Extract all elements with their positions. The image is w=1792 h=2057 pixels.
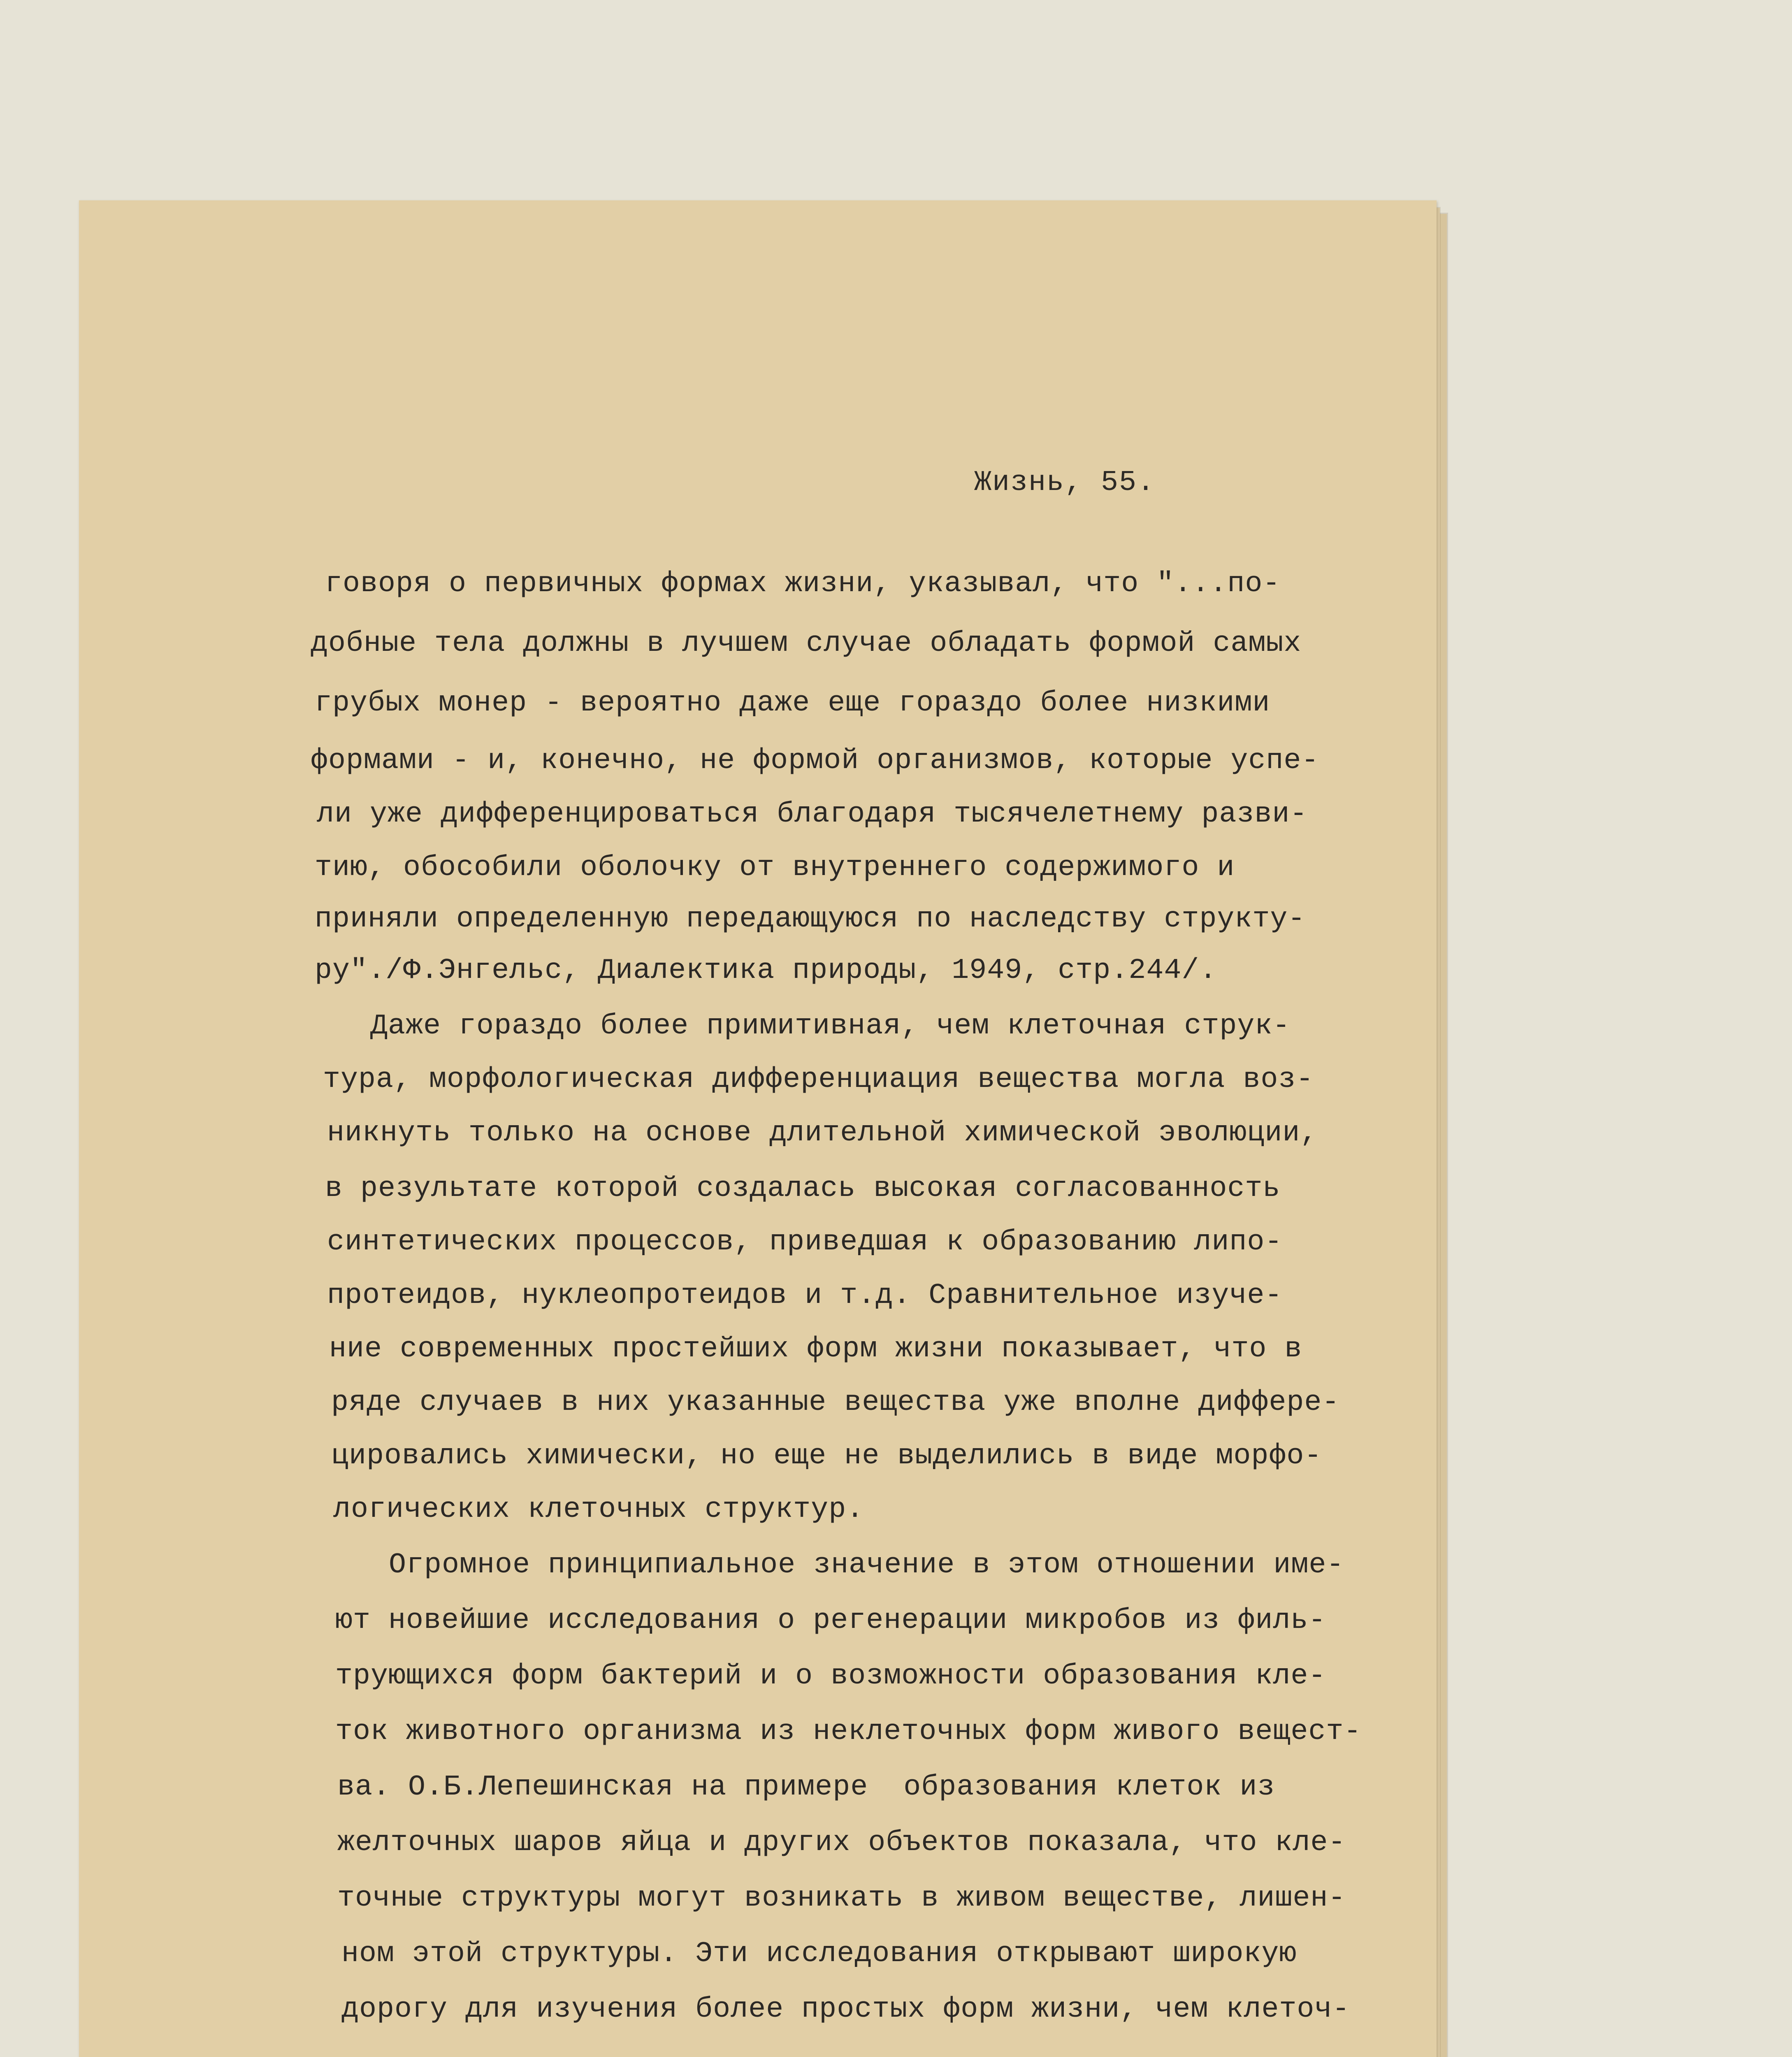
text-line: ряде случаев в них указанные вещества уже вполне диффере- bbox=[331, 1386, 1340, 1419]
text-line: добные тела должны в лучшем случае обладать формой самых bbox=[311, 627, 1302, 660]
text-line: ру"./Ф.Энгельс, Диалектика природы, 1949, стр.244/. bbox=[315, 954, 1217, 987]
text-line: Огромное принципиальное значение в этом отношении име- bbox=[389, 1549, 1344, 1581]
text-line: цировались химически, но еще не выделились в виде морфо- bbox=[331, 1440, 1322, 1472]
text-line: ва. О.Б.Лепешинская на примере образования клеток из bbox=[337, 1771, 1275, 1804]
text-line: формами - и, конечно, не формой организмов, которые успе- bbox=[311, 745, 1319, 777]
text-line: в результате которой создалась высокая согласованность bbox=[325, 1172, 1281, 1205]
text-line: точные структуры могут возникать в живом веществе, лишен- bbox=[337, 1882, 1346, 1915]
text-line: никнуть только на основе длительной химической эволюции, bbox=[327, 1117, 1318, 1149]
text-line: Даже гораздо более примитивная, чем клеточная струк- bbox=[370, 1010, 1291, 1042]
text-line: протеидов, нуклеопротеидов и т.д. Сравнительное изуче- bbox=[327, 1279, 1283, 1312]
text-line: трующихся форм бактерий и о возможности образования кле- bbox=[335, 1660, 1326, 1692]
text-line: ном этой структуры. Эти исследования открывают широкую bbox=[341, 1938, 1297, 1970]
text-line: тию, обособили оболочку от внутреннего содержимого и bbox=[315, 852, 1235, 884]
running-header: Жизнь, 55. bbox=[974, 467, 1156, 499]
text-line: ние современных простейших форм жизни показывает, что в bbox=[329, 1333, 1302, 1365]
text-line: приняли определенную передающуюся по наследству структу- bbox=[315, 903, 1306, 936]
text-line: тура, морфологическая дифференциация вещества могла воз- bbox=[323, 1063, 1314, 1096]
text-line: желточных шаров яйца и других объектов показала, что кле- bbox=[337, 1827, 1346, 1859]
text-line: грубых монер - вероятно даже еще гораздо более низкими bbox=[315, 687, 1270, 720]
text-line: ток животного организма из неклеточных форм живого вещест- bbox=[335, 1716, 1362, 1748]
text-line: ют новейшие исследования о регенерации микробов из филь- bbox=[335, 1604, 1326, 1637]
text-line: логических клеточных структур. bbox=[333, 1493, 864, 1526]
text-line: ли уже дифференцироваться благодаря тысячелетнему разви- bbox=[317, 798, 1308, 831]
text-line: дорогу для изучения более простых форм жизни, чем клеточ- bbox=[341, 1993, 1350, 2026]
text-line: синтетических процессов, приведшая к образованию липо- bbox=[327, 1226, 1283, 1258]
text-line: говоря о первичных формах жизни, указывал, что "...по- bbox=[325, 568, 1281, 600]
